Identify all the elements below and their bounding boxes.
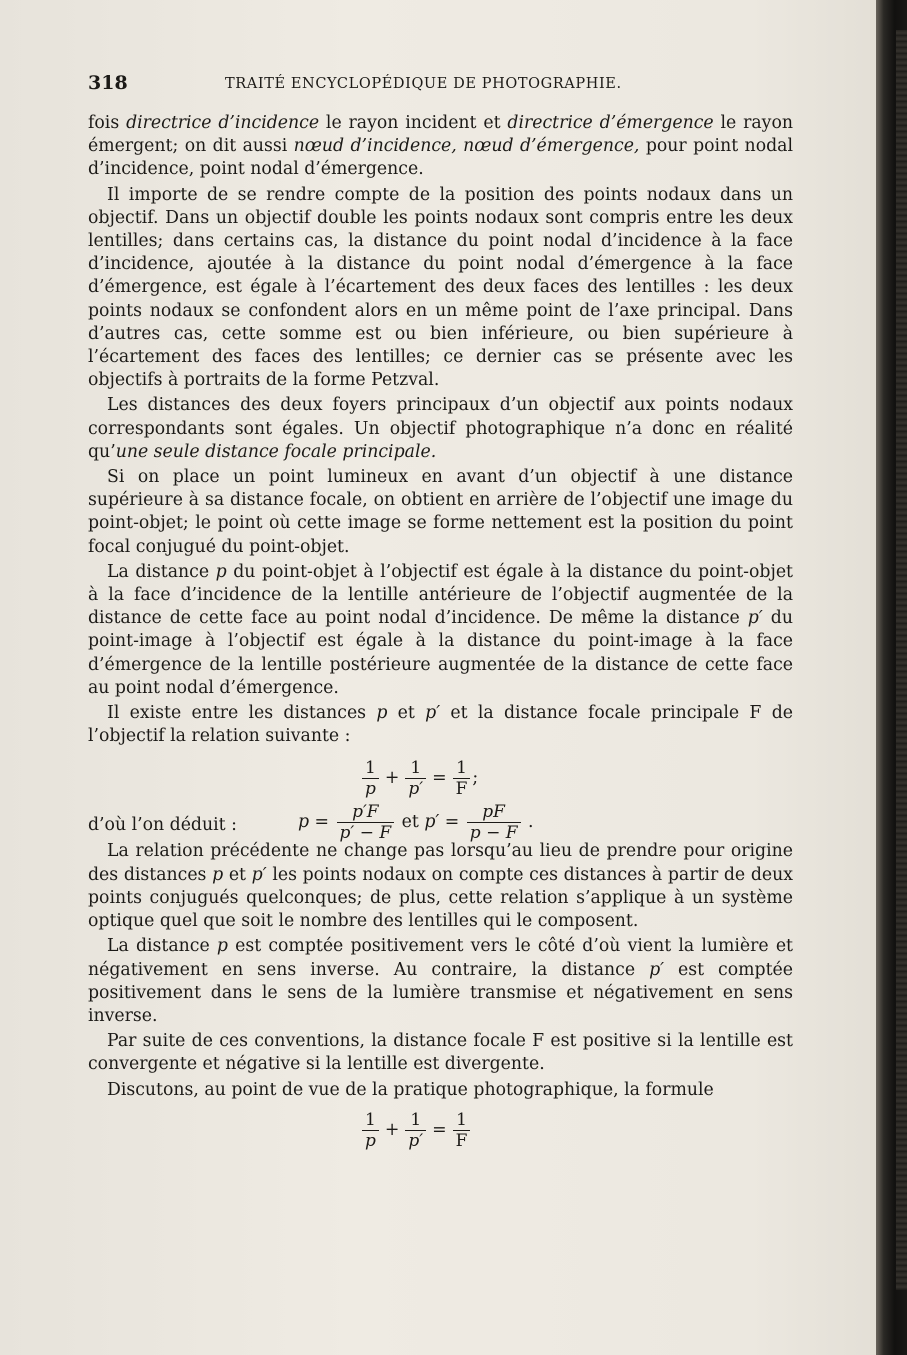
lens-equation [360,758,478,799]
paragraph-4: Si on place un point lumineux en avant d’un objectif à une distance supérieure à sa distance focale, on obtient en arrière de l’objectif une image du point-objet; le point où cette image se forme nettement est la position du point focal conjugué du point-objet. [88,467,793,557]
period: . [528,812,534,833]
text-run: La relation précédente ne change pas lorsqu’au lieu de prendre pour origine des distances [88,841,793,885]
math-var: p [365,779,376,800]
page-number: 318 [88,72,128,94]
text-run: du point-objet à l’objectif est égale à la distance du point-objet à la face d’incidence de la lentille antérieure de l’objectif augmentée de la distance de cette face au point nodal d’incidence. De même la distance [88,561,793,629]
math-var: p′ [747,608,763,629]
text-run: est comptée positivement dans le sens de la lumière transmise et négativement en sens inverse. [88,959,793,1026]
fraction-1-over-p-prime [405,1110,426,1151]
fraction-1-over-p [362,1110,379,1151]
paragraph-5 [88,561,793,700]
semicolon: ; [472,768,479,789]
denominator [405,778,426,799]
derived-equations [298,802,534,843]
denominator [362,778,379,799]
lhs-p: p = [298,812,330,833]
numerator: 1 [365,758,376,779]
numerator: 1 [456,1109,467,1130]
numerator: pF [482,802,505,823]
denominator: p′ − F [337,822,395,843]
text-run: du point-image à l’objectif est égale à la distance du point-image à la face d’émergence de la lentille postérieure augmentée de la distance de cette face au point nodal d’émergence. [88,608,793,698]
numerator: 1 [410,758,422,779]
denominator [405,1130,426,1151]
text-run: le rayon incident et [319,113,508,133]
math-var: p′ [251,864,267,885]
fraction-1-over-F [453,758,471,799]
text-run: et [223,864,252,885]
italic-term: directrice d’incidence [126,113,320,133]
text-run: les points nodaux on compte ces distances à partir de deux points conjugués quelconques; de plus, cette relation s’applique à un système optique quel que soit le nombre des lentilles qui le composent. [88,864,793,932]
text-run: Il existe entre les distances [107,703,377,724]
text-run: est comptée positivement vers le côté d’où vient la lumière et négativement en sens inverse. Au contraire, la distance [88,936,793,980]
numerator: p′F [352,802,379,823]
running-header [88,72,793,100]
math-var: p [215,561,227,582]
math-var: p [216,936,228,957]
math-var: p′ [649,959,665,980]
plus-sign: + [384,768,400,789]
denominator: F [453,1130,471,1151]
fraction-1-over-F [453,1110,471,1151]
math-var: p′ [425,703,441,724]
paragraph-8 [88,935,793,1028]
running-title: TRAITÉ ENCYCLOPÉDIQUE DE PHOTOGRAPHIE. [225,76,622,92]
final-equation-block [88,1106,793,1176]
text-run: et la distance focale principale F de l’objectif la relation suivante : [88,703,793,747]
paragraph-7 [88,840,793,933]
numerator: 1 [410,1109,422,1130]
denominator [362,1130,379,1151]
equals-sign: = [432,768,447,789]
text-run: La distance [107,936,217,957]
math-var: p [376,703,388,724]
math-var: p [365,1130,376,1151]
text-run: et [387,703,426,724]
denominator: p − F [467,822,521,843]
numerator: 1 [365,1109,376,1130]
italic-term: nœud d’incidence, nœud d’émergence, [293,136,640,157]
paragraph-10: Discutons, au point de vue de la pratique photographique, la formule [107,1079,714,1100]
text-run: fois [88,113,127,133]
text-run: La distance [107,561,216,582]
text-run: pour point nodal d’incidence, point nodal d’émergence. [88,136,793,180]
equations-block [88,748,793,844]
text-run: le rayon émergent; on dit aussi [88,113,793,157]
paragraph-9: Par suite de ces conventions, la distance focale F est positive si la lentille est convergente et négative si la lentille est divergente. [88,1031,793,1075]
math-var: p′ [408,779,424,800]
plus-sign: + [384,1119,400,1140]
facing-page-strip [896,30,907,1290]
deduction-label: d’où l’on déduit : [88,815,237,836]
paragraph-2: Il importe de se rendre compte de la position des points nodaux dans un objectif. Dans un objectif double les points nodaux sont compris entre les deux lentilles; dans certains cas, la distance du point nodal d’incidence à la face d’incidence, ajoutée à la distance du point nodal d’émergence à la face d’émergence, est égale à l’écartement des deux faces des lentilles : les deux points nodaux se confondent alors en un même point de l’axe principal. Dans d’autres cas, cette somme est ou bien inférieure, ou bien supérieure à l’écartement des faces des lentilles; ce dernier cas se présente avec les objectifs à portraits de la forme Petzval. [88,184,793,391]
math-var: p′ [408,1130,424,1151]
fraction-pF-over-p-minus-F [467,802,521,843]
et-conjunction: et [401,812,419,833]
fraction-1-over-p-prime [405,758,426,799]
math-var: p [212,864,224,885]
italic-term: directrice d’émergence [507,113,714,133]
fraction-1-over-p [362,758,379,799]
paragraph-1 [88,112,793,182]
body-text [88,112,793,1176]
text-run: Les distances des deux foyers principaux d’un objectif aux points nodaux correspondants sont égales. Un objectif photographique n’a donc en réalité qu’ [88,395,793,462]
denominator: F [453,778,471,799]
lens-equation-repeat [360,1110,472,1151]
fraction-pprimeF-over-pprime-minus-F [337,802,395,843]
paragraph-6 [88,702,793,748]
paragraph-3 [88,394,793,464]
equals-sign: = [432,1119,447,1140]
numerator: 1 [456,758,467,779]
italic-term: une seule distance focale principale. [115,441,437,462]
lhs-p-prime: p′ = [424,812,460,833]
